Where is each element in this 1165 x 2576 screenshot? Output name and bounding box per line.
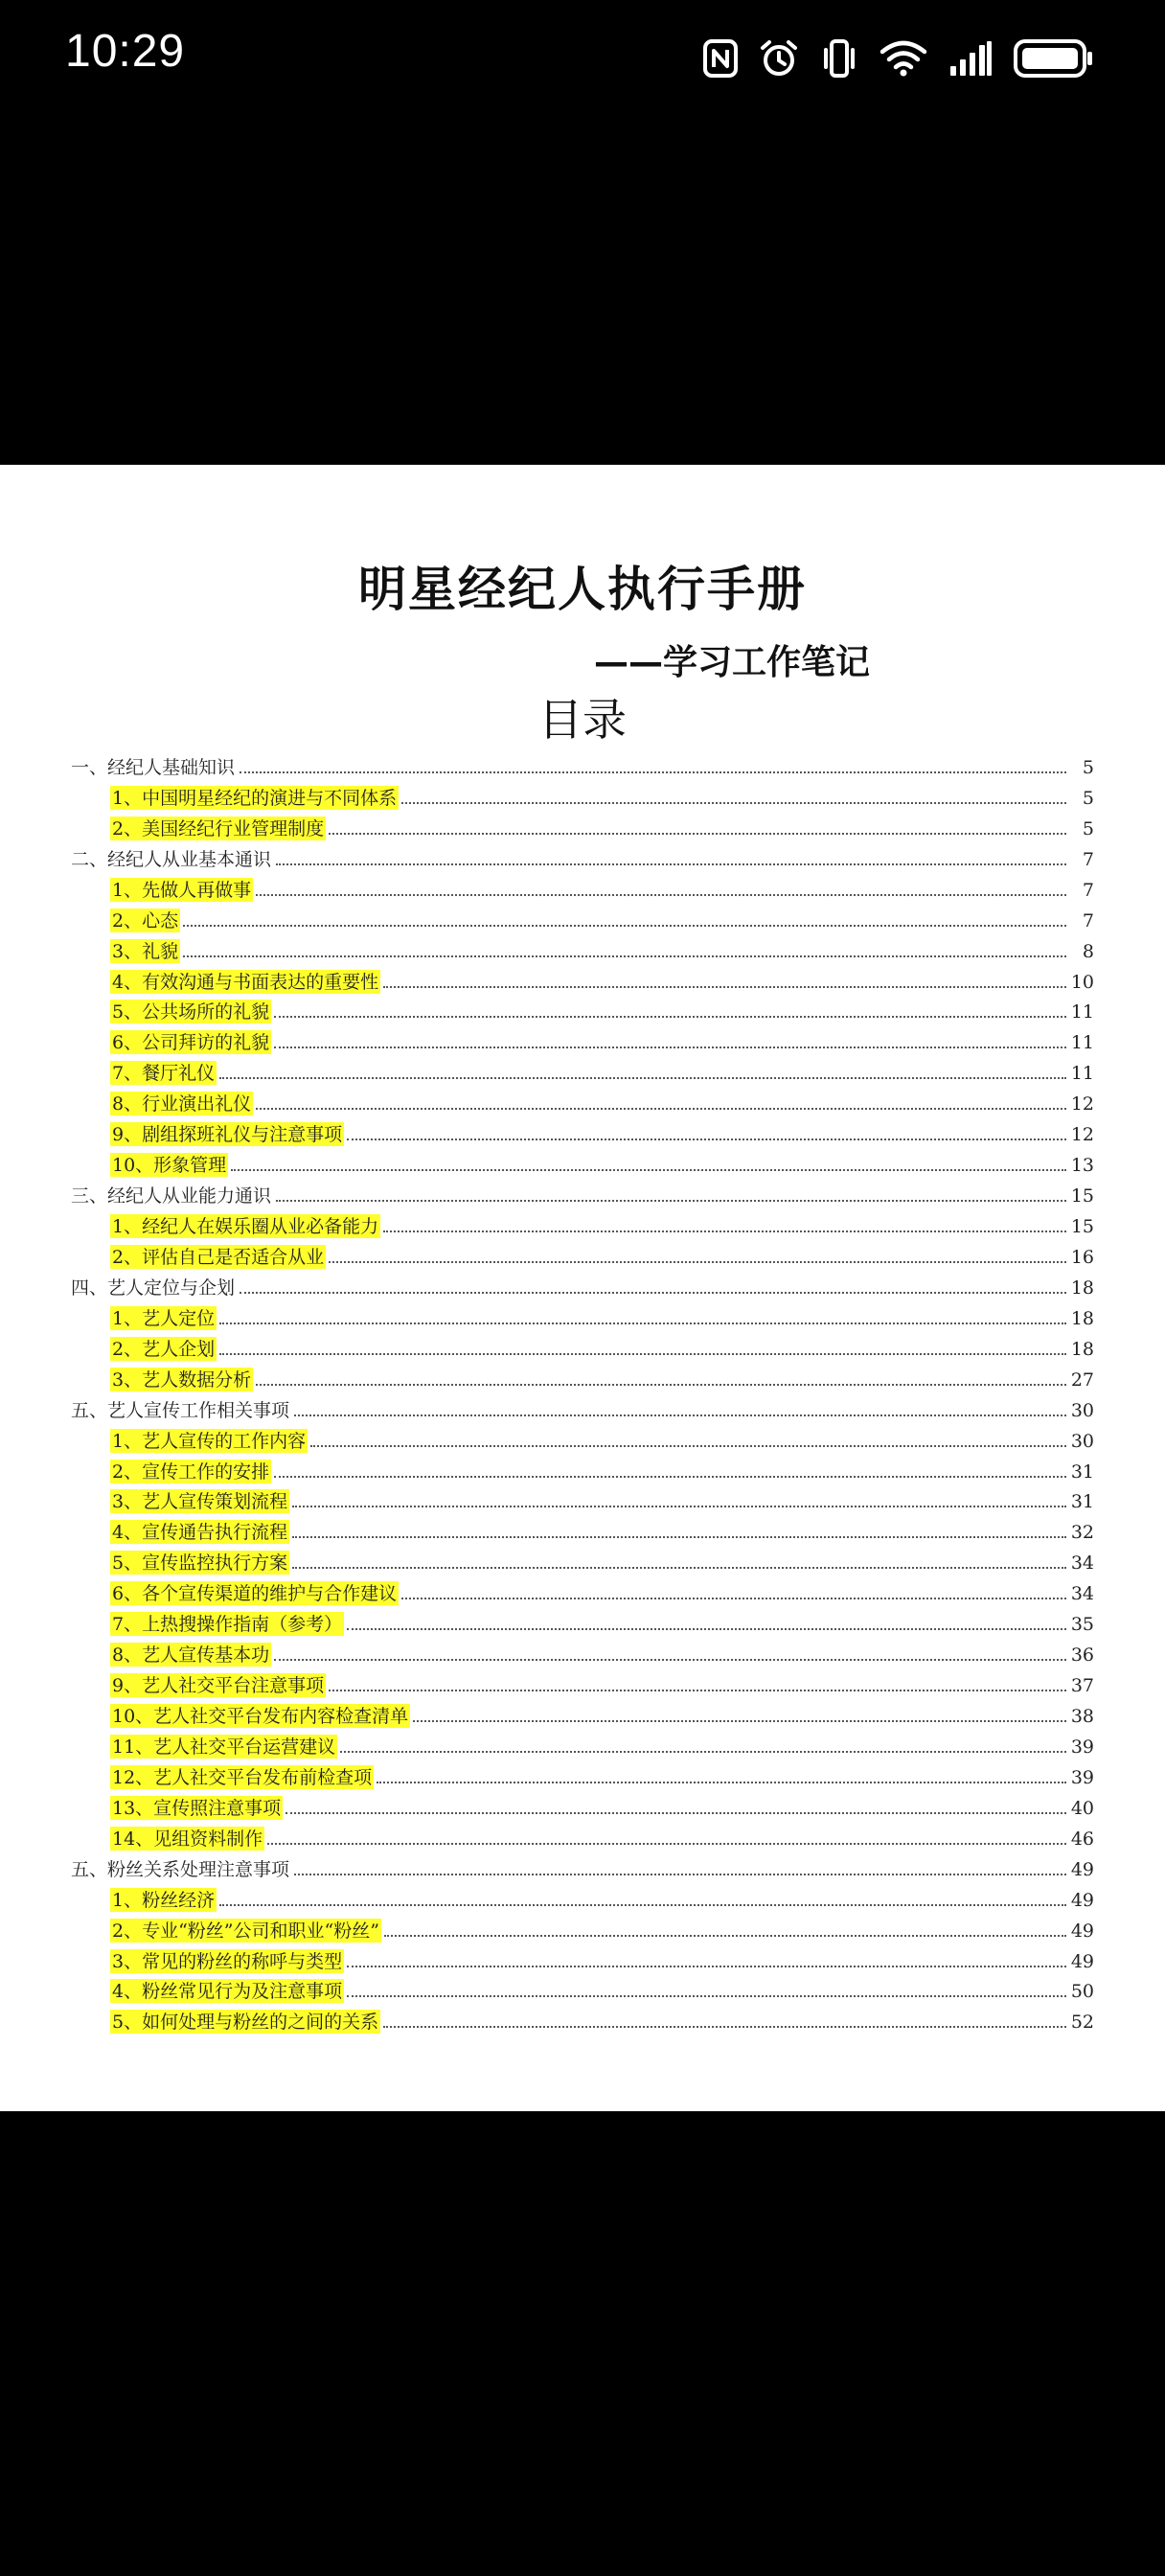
toc-page-number: 49 [1070, 1920, 1094, 1942]
toc-leader-dots [183, 924, 1066, 927]
toc-entry-label: 6、各个宣传渠道的维护与合作建议 [112, 1583, 398, 1605]
toc-page-number: 15 [1070, 1185, 1094, 1208]
toc-entry-label: 三、经纪人从业能力通识 [71, 1185, 272, 1208]
toc-leader-dots [292, 1535, 1066, 1538]
toc-page-number: 7 [1082, 909, 1094, 932]
toc-leader-dots [276, 1199, 1066, 1202]
toc-page-number: 11 [1070, 1063, 1094, 1085]
toc-entry-label: 11、艺人社交平台运营建议 [112, 1736, 336, 1758]
toc-page-number: 40 [1070, 1797, 1094, 1819]
toc-entry-label: 2、美国经纪行业管理制度 [112, 817, 325, 840]
toc-leader-dots [347, 1627, 1066, 1630]
toc-leader-dots [401, 801, 1066, 804]
toc-page-number: 39 [1070, 1736, 1094, 1758]
toc-entry[interactable] [69, 1513, 1094, 1544]
toc-entry-label: 12、艺人社交平台发布前检查项 [112, 1766, 373, 1788]
toc-entry[interactable] [69, 1912, 1094, 1943]
toc-page-number: 5 [1082, 756, 1094, 778]
toc-page-number: 49 [1070, 1889, 1094, 1911]
toc-leader-dots [231, 1168, 1066, 1171]
toc-entry[interactable] [69, 1697, 1094, 1728]
toc-entry-label: 五、艺人宣传工作相关事项 [71, 1399, 290, 1421]
toc-page-number: 11 [1070, 1001, 1094, 1024]
toc-entry-label: 3、礼貌 [112, 940, 179, 962]
alarm-icon [759, 38, 799, 79]
toc-section[interactable] [69, 748, 1094, 779]
toc-section[interactable] [69, 1177, 1094, 1208]
toc-section[interactable] [69, 1392, 1094, 1422]
toc-entry-label: 8、艺人宣传基本功 [112, 1644, 270, 1667]
toc-entry[interactable] [69, 902, 1094, 932]
toc-leader-dots [274, 1015, 1066, 1018]
toc-page-number: 8 [1082, 940, 1094, 962]
toc-leader-dots [256, 893, 1066, 896]
toc-section[interactable] [69, 840, 1094, 871]
toc-entry-label: 1、经纪人在娱乐圈从业必备能力 [112, 1216, 379, 1237]
toc-leader-dots [384, 1934, 1066, 1937]
toc-entry-label: 2、宣传工作的安排 [112, 1460, 270, 1483]
toc-leader-dots [274, 1475, 1066, 1478]
toc-entry[interactable] [69, 1544, 1094, 1575]
toc-entry[interactable] [69, 1759, 1094, 1789]
toc-entry[interactable] [69, 1054, 1094, 1085]
toc-leader-dots [401, 1597, 1066, 1599]
document-subtitle: ——学习工作笔记 [594, 643, 871, 682]
toc-entry[interactable] [69, 1943, 1094, 1973]
toc-entry-label: 2、心态 [112, 909, 179, 932]
toc-entry[interactable] [69, 1605, 1094, 1636]
toc-leader-dots [347, 1965, 1066, 1967]
toc-page-number: 35 [1070, 1614, 1094, 1636]
toc-entry-label: 1、粉丝经济 [112, 1889, 216, 1911]
toc-entry[interactable] [69, 1146, 1094, 1177]
toc-entry-label: 4、有效沟通与书面表达的重要性 [112, 971, 379, 993]
toc-entry[interactable] [69, 1330, 1094, 1361]
toc-entry-label: 四、艺人定位与企划 [71, 1276, 236, 1299]
toc-page-number: 5 [1082, 817, 1094, 840]
toc-entry-label: 2、评估自己是否适合从业 [112, 1246, 325, 1268]
toc-page-number: 11 [1070, 1032, 1094, 1054]
toc-entry-label: 1、艺人宣传的工作内容 [112, 1430, 307, 1452]
toc-page-number: 13 [1070, 1155, 1094, 1177]
toc-entry-label: 5、宣传监控执行方案 [112, 1552, 288, 1575]
toc-entry-label: 3、常见的粉丝的称呼与类型 [112, 1950, 343, 1972]
status-time: 10:29 [65, 26, 186, 77]
toc-entry[interactable] [69, 1789, 1094, 1820]
toc-page-number: 5 [1082, 787, 1094, 809]
toc-entry[interactable] [69, 963, 1094, 994]
toc-leader-dots [413, 1719, 1066, 1722]
toc-leader-dots [219, 1076, 1066, 1079]
nfc-icon [703, 39, 738, 78]
toc-page-number: 15 [1070, 1216, 1094, 1237]
toc-entry-label: 2、专业“粉丝”公司和职业“粉丝” [112, 1920, 379, 1942]
toc-page-number: 18 [1070, 1307, 1094, 1329]
toc-leader-dots [310, 1444, 1066, 1447]
toc-leader-dots [347, 1138, 1066, 1140]
toc-page-number: 10 [1070, 971, 1094, 993]
toc-entry[interactable] [69, 1820, 1094, 1851]
toc-entry-label: 9、艺人社交平台注意事项 [112, 1675, 325, 1697]
toc-leader-dots [292, 1566, 1066, 1569]
toc-leader-dots [256, 1107, 1066, 1110]
toc-leader-dots [292, 1505, 1066, 1507]
toc-leader-dots [340, 1750, 1066, 1753]
toc-leader-dots [219, 1352, 1066, 1355]
toc-entry[interactable] [69, 1575, 1094, 1605]
toc-page-number: 30 [1070, 1399, 1094, 1421]
toc-entry[interactable] [69, 1361, 1094, 1392]
toc-entry-label: 10、形象管理 [112, 1155, 227, 1177]
toc-leader-dots [383, 985, 1066, 988]
toc-entry-label: 8、行业演出礼仪 [112, 1093, 252, 1116]
toc-entry-label: 1、先做人再做事 [112, 879, 252, 901]
toc-page-number: 50 [1070, 1981, 1094, 2003]
toc-section[interactable] [69, 1269, 1094, 1300]
table-of-contents [69, 748, 1094, 2034]
toc-leader-dots [347, 1994, 1066, 1997]
toc-leader-dots [383, 2025, 1066, 2028]
toc-heading: 目录 [538, 694, 627, 746]
toc-leader-dots [219, 1903, 1066, 1906]
toc-page-number: 31 [1070, 1460, 1094, 1483]
toc-page-number: 12 [1070, 1093, 1094, 1116]
toc-entry-label: 3、艺人数据分析 [112, 1368, 252, 1391]
toc-leader-dots [274, 1046, 1066, 1048]
toc-leader-dots [240, 770, 1066, 773]
wifi-icon [879, 39, 927, 78]
toc-entry-label: 9、剧组探班礼仪与注意事项 [112, 1124, 343, 1146]
toc-entry[interactable] [69, 1973, 1094, 2004]
toc-page-number: 39 [1070, 1766, 1094, 1788]
toc-entry[interactable] [69, 1208, 1094, 1238]
toc-entry-label: 1、艺人定位 [112, 1307, 216, 1329]
toc-entry[interactable] [69, 1116, 1094, 1146]
vibrate-icon [820, 38, 858, 79]
toc-entry[interactable] [69, 1636, 1094, 1667]
toc-entry[interactable] [69, 1422, 1094, 1453]
toc-entry[interactable] [69, 1667, 1094, 1697]
toc-page-number: 18 [1070, 1338, 1094, 1360]
toc-leader-dots [274, 1658, 1066, 1661]
toc-entry-label: 4、宣传通告执行流程 [112, 1522, 288, 1544]
document-title: 明星经纪人执行手册 [358, 562, 807, 617]
toc-page-number: 32 [1070, 1522, 1094, 1544]
toc-page-number: 7 [1082, 879, 1094, 901]
toc-page-number: 34 [1070, 1552, 1094, 1575]
toc-section[interactable] [69, 1851, 1094, 1881]
toc-entry-label: 二、经纪人从业基本通识 [71, 848, 272, 870]
toc-entry-label: 五、粉丝关系处理注意事项 [71, 1858, 290, 1880]
toc-entry[interactable] [69, 871, 1094, 902]
toc-entry-label: 3、艺人宣传策划流程 [112, 1491, 288, 1513]
toc-entry-label: 6、公司拜访的礼貌 [112, 1032, 270, 1054]
toc-page-number: 36 [1070, 1644, 1094, 1667]
toc-entry-label: 4、粉丝常见行为及注意事项 [112, 1981, 343, 2003]
toc-entry-label: 10、艺人社交平台发布内容检查清单 [112, 1706, 409, 1727]
toc-page-number: 52 [1070, 2012, 1094, 2034]
toc-leader-dots [377, 1781, 1066, 1783]
toc-entry[interactable] [69, 1024, 1094, 1054]
toc-page-number: 27 [1070, 1368, 1094, 1391]
toc-leader-dots [329, 832, 1066, 835]
toc-leader-dots [219, 1322, 1066, 1324]
toc-leader-dots [183, 954, 1066, 957]
toc-leader-dots [286, 1811, 1066, 1814]
toc-entry[interactable] [69, 810, 1094, 840]
toc-page-number: 16 [1070, 1246, 1094, 1268]
toc-page-number: 37 [1070, 1675, 1094, 1697]
toc-entry-label: 2、艺人企划 [112, 1338, 216, 1360]
toc-page-number: 49 [1070, 1950, 1094, 1972]
toc-leader-dots [276, 862, 1066, 865]
toc-entry-label: 5、公共场所的礼貌 [112, 1001, 270, 1024]
toc-entry[interactable] [69, 994, 1094, 1024]
toc-entry-label: 1、中国明星经纪的演进与不同体系 [112, 787, 398, 809]
toc-entry-label: 7、餐厅礼仪 [112, 1063, 216, 1085]
toc-entry[interactable] [69, 1728, 1094, 1759]
toc-leader-dots [294, 1873, 1066, 1875]
toc-leader-dots [267, 1842, 1066, 1845]
toc-entry[interactable] [69, 1300, 1094, 1330]
toc-entry-label: 13、宣传照注意事项 [112, 1797, 282, 1819]
toc-page-number: 31 [1070, 1491, 1094, 1513]
signal-icon [948, 39, 993, 78]
toc-page-number: 49 [1070, 1858, 1094, 1880]
toc-entry-label: 5、如何处理与粉丝的之间的关系 [112, 2012, 379, 2034]
toc-leader-dots [383, 1230, 1066, 1232]
toc-leader-dots [240, 1291, 1066, 1294]
toc-entry[interactable] [69, 1238, 1094, 1269]
toc-entry[interactable] [69, 1484, 1094, 1514]
toc-page-number: 46 [1070, 1828, 1094, 1850]
toc-entry[interactable] [69, 932, 1094, 963]
toc-entry[interactable] [69, 1881, 1094, 1912]
toc-entry[interactable] [69, 2003, 1094, 2034]
toc-entry[interactable] [69, 1085, 1094, 1116]
status-bar [0, 0, 1165, 115]
toc-entry-label: 一、经纪人基础知识 [71, 756, 236, 778]
status-icons [703, 34, 1094, 82]
toc-page-number: 12 [1070, 1124, 1094, 1146]
toc-page-number: 34 [1070, 1583, 1094, 1605]
toc-leader-dots [329, 1689, 1066, 1691]
toc-entry[interactable] [69, 1453, 1094, 1484]
toc-leader-dots [256, 1383, 1066, 1386]
toc-entry-label: 7、上热搜操作指南（参考） [112, 1614, 343, 1636]
toc-entry-label: 14、见组资料制作 [112, 1828, 263, 1850]
toc-page-number: 7 [1082, 848, 1094, 870]
battery-icon [1014, 38, 1094, 79]
toc-page-number: 30 [1070, 1430, 1094, 1452]
toc-page-number: 18 [1070, 1276, 1094, 1299]
toc-leader-dots [294, 1414, 1066, 1416]
toc-entry[interactable] [69, 779, 1094, 810]
toc-page-number: 38 [1070, 1706, 1094, 1727]
document-page [0, 465, 1165, 2111]
toc-leader-dots [329, 1260, 1066, 1263]
